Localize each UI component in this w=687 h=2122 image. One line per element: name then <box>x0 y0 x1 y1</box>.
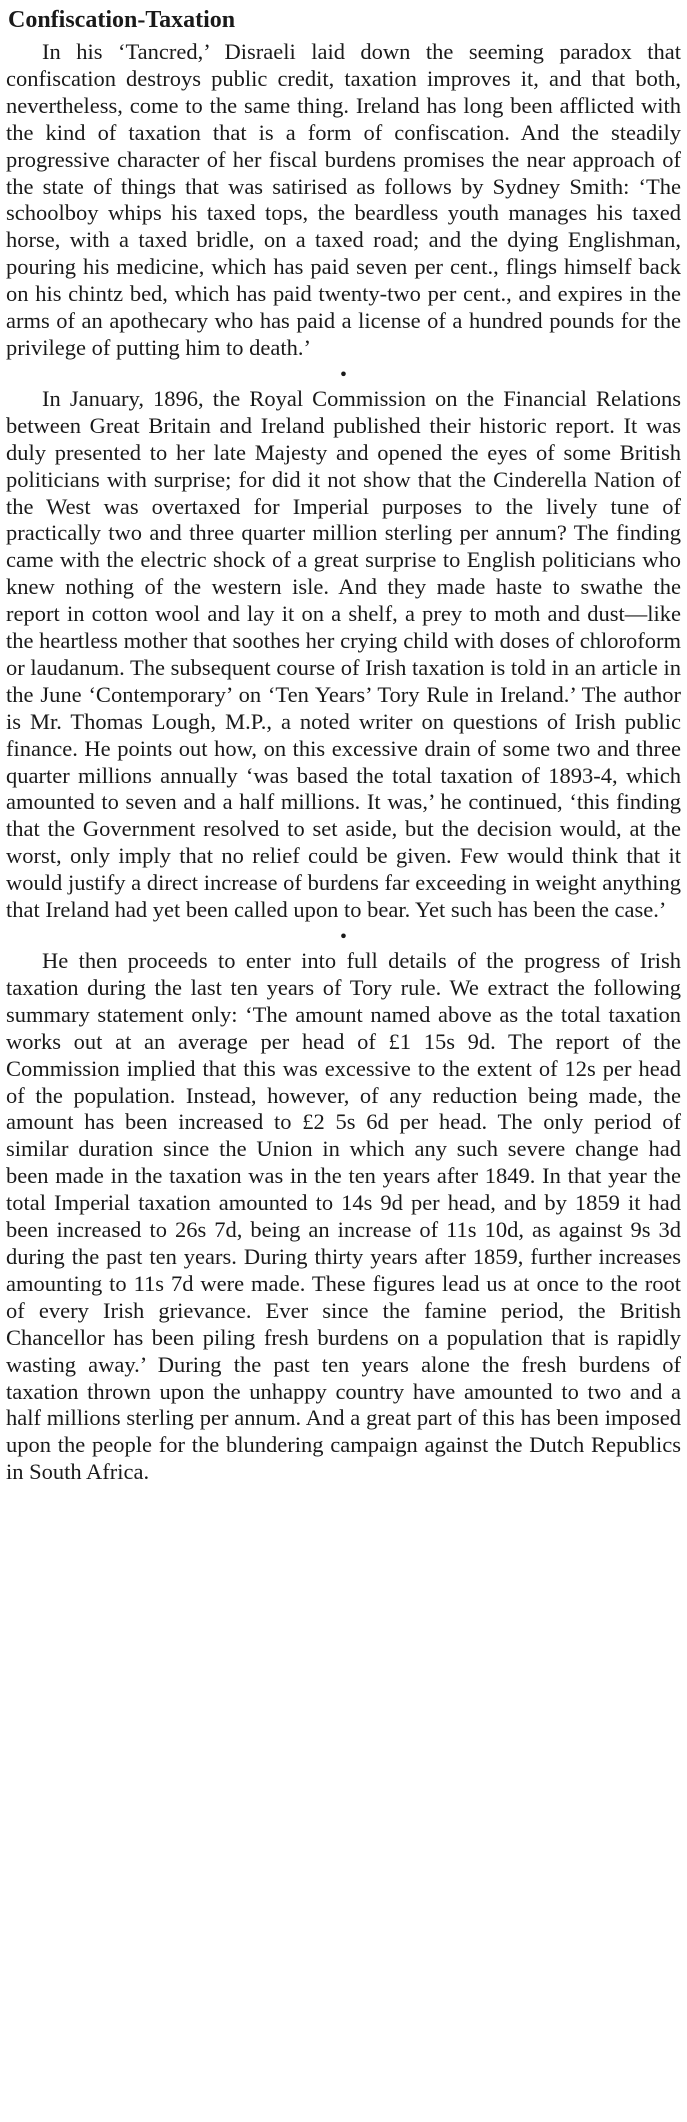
paragraph-taxation-summary: He then proceeds to enter into full details of the progress of Irish taxation during the last ten years of Tory rule. We extract the following summary statement only: ‘The amount named above as the total taxation works out at an average per head of £1 15s 9d. The report of the Commission implied that this was excessive to the extent of 12s per head of the population. Instead, however, of any reduction being made, the amount has been increased to £2 5s 6d per head. The only period of similar duration since the Union in which any such severe change had been made in the taxation was in the ten years after 1849. In that year the total Imperial taxation amounted to 14s 9d per head, and by 1859 it had been increased to 26s 7d, being an increase of 11s 10d, as against 9s 3d during the past ten years. During thirty years after 1859, further increases amounting to 11s 7d were made. These figures lead us at once to the root of every Irish grievance. Ever since the famine period, the British Chancellor has been piling fresh burdens on a population that is rapidly wasting away.’ During the past ten years alone the fresh burdens of taxation thrown upon the unhappy country have amounted to two and a half millions sterling per annum. And a great part of this has been imposed upon the people for the blundering campaign against the Dutch Republics in South Africa. <box>6 948 681 1485</box>
paragraph-tancred: In his ‘Tancred,’ Disraeli laid down the seeming paradox that confiscation destroys public credit, taxation improves it, and that both, nevertheless, come to the same thing. Ireland has long been afflicted with the kind of taxation that is a form of confiscation. And the steadily progressive character of her fiscal burdens promises the near approach of the state of things that was satirised as follows by Sydney Smith: ‘The schoolboy whips his taxed tops, the beardless youth manages his taxed horse, with a taxed bridle, on a taxed road; and the dying Englishman, pouring his medicine, which has paid seven per cent., flings himself back on his chintz bed, which has paid twenty-two per cent., and expires in the arms of an apothecary who has paid a license of a hundred pounds for the privilege of putting him to death.’ <box>6 39 681 360</box>
article-title: Confiscation-Taxation <box>8 7 236 33</box>
section-separator-1: • <box>338 364 349 384</box>
section-separator-2: • <box>338 927 349 946</box>
paragraph-royal-commission: In January, 1896, the Royal Commission on the Financial Relations between Great Britain and Ireland published their historic report. It was duly presented to her late Majesty and opened the eyes of some British politicians with surprise; for did it not show that the Cinderella Nation of the West was overtaxed for Imperial purposes to the lively tune of practically two and three quarter million sterling per annum? The finding came with the electric shock of a great surprise to English politicians who knew nothing of the western isle. And they made haste to swathe the report in cotton wool and lay it on a shelf, a prey to moth and dust—like the heartless mother that soothes her crying child with doses of chloroform or laudanum. The subsequent course of Irish taxation is told in an article in the June ‘Contemporary’ on ‘Ten Years’ Tory Rule in Ireland.’ The author is Mr. Thomas Lough, M.P., a noted writer on questions of Irish public finance. He points out how, on this excessive drain of some two and three quarter millions annually ‘was based the total taxation of 1893-4, which amounted to seven and a half millions. It was,’ he continued, ‘this finding that the Government resolved to set aside, but the decision would, at the worst, only imply that no relief could be given. Few would think that it would justify a direct increase of burdens far exceeding in weight anything that Ireland had yet been called upon to bear. Yet such has been the case.’ <box>6 385 681 923</box>
